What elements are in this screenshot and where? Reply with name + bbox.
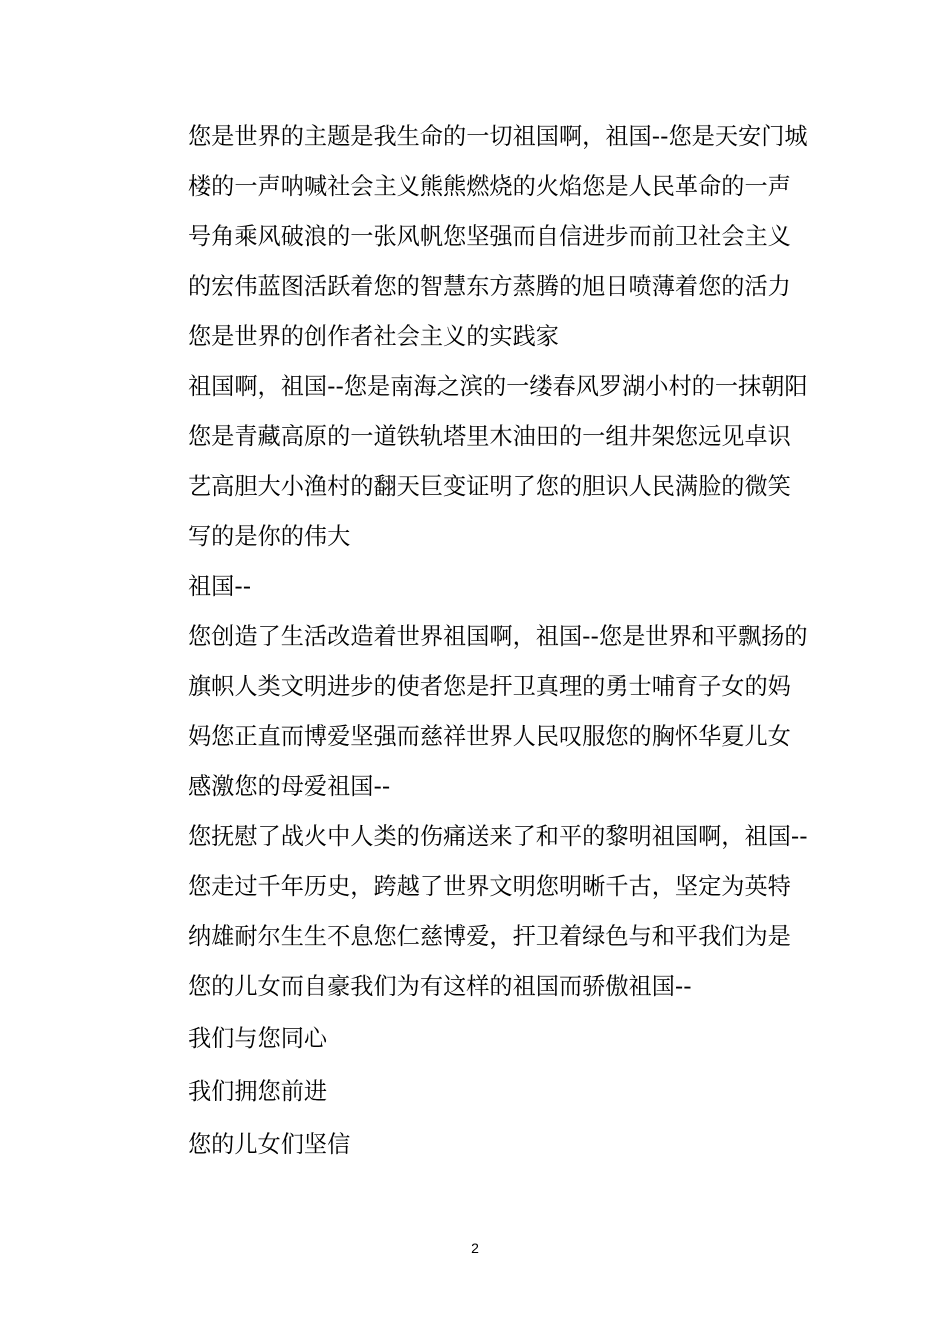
paragraph: 我们与您同心 [188,1025,328,1052]
paragraph: 您的儿女们坚信 [188,1131,351,1158]
paragraph: 我们拥您前进 [188,1078,328,1105]
paragraph: 您创造了生活改造着世界祖国啊，祖国--您是世界和平飘扬的旗帜人类文明进步的使者您是扞卫真理的勇士哺育子女的妈妈您正直而博爱坚强而慈祥世界人民叹服您的胸怀华夏儿女感激您的母爱祖国-- [188,623,808,800]
paragraph: 您是世界的主题是我生命的一切祖国啊，祖国--您是天安门城楼的一声呐喊社会主义熊熊燃烧的火焰您是人民革命的一声号角乘风破浪的一张风帆您坚强而自信进步而前卫社会主义的宏伟蓝图活跃着您的智慧东方蒸腾的旭日喷薄着您的活力您是世界的创作者社会主义的实践家 [188,123,808,350]
page-number: 2 [471,1240,479,1256]
paragraph: 祖国-- [188,573,252,600]
paragraph: 祖国啊，祖国--您是南海之滨的一缕春风罗湖小村的一抹朝阳您是青藏高原的一道铁轨塔里木油田的一组井架您远见卓识艺高胆大小渔村的翻天巨变证明了您的胆识人民满脸的微笑写的是你的伟大 [188,373,808,550]
paragraph: 您抚慰了战火中人类的伤痛送来了和平的黎明祖国啊，祖国--您走过千年历史，跨越了世界文明您明晰千古，坚定为英特纳雄耐尔生生不息您仁慈博爱，扞卫着绿色与和平我们为是您的儿女而自豪我们为有这样的祖国而骄傲祖国-- [188,823,808,1000]
body-text [188,112,814,1171]
